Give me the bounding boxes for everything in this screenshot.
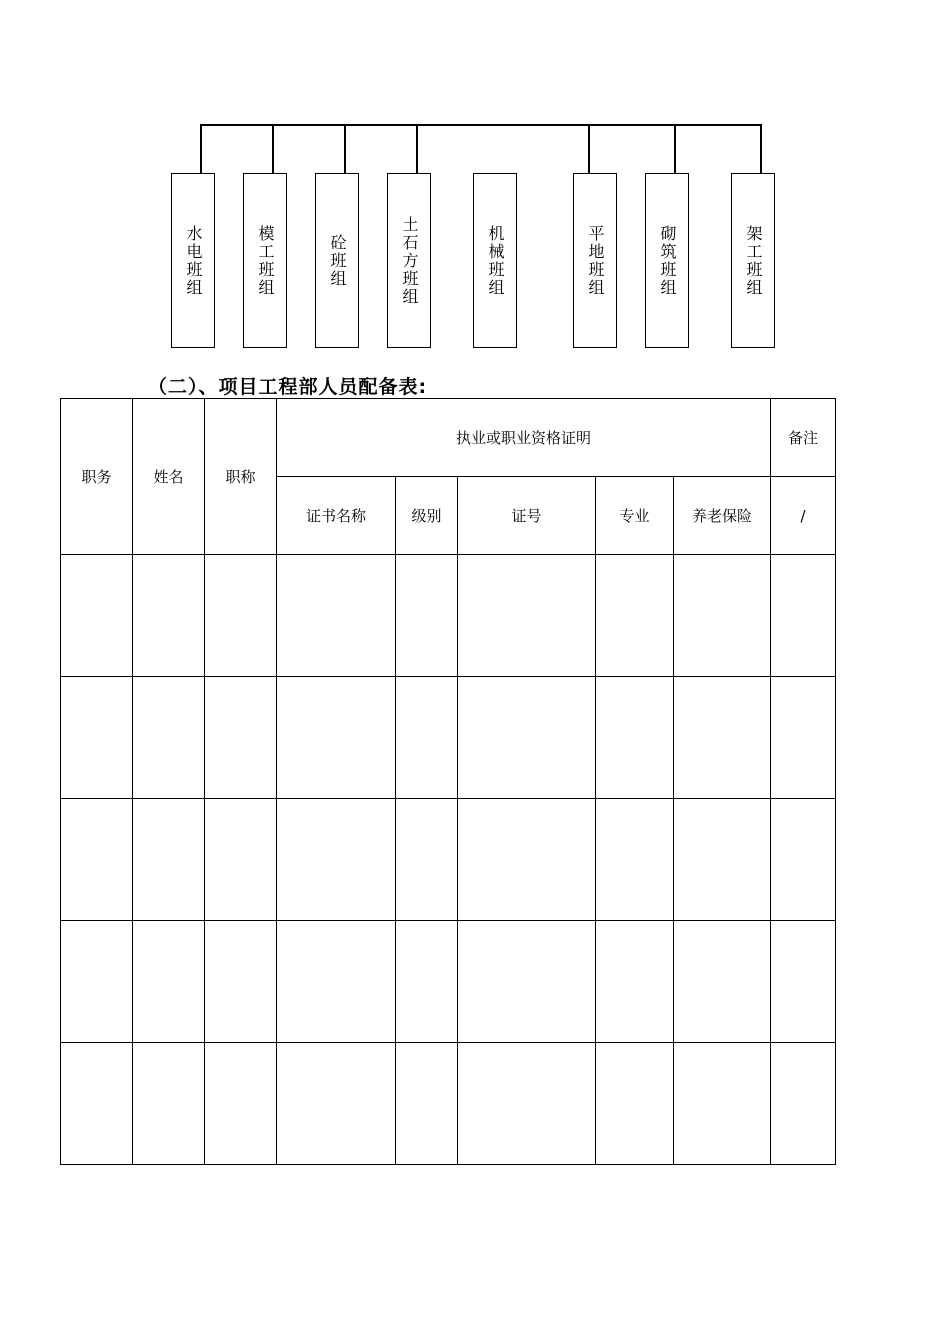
table-cell xyxy=(205,1043,277,1165)
table-cell xyxy=(596,677,674,799)
header-cert-no: 证号 xyxy=(458,477,596,555)
org-connector-2 xyxy=(272,124,274,173)
org-connector-1 xyxy=(200,124,202,173)
section-title: （二）、项目工程部人员配备表: xyxy=(148,376,428,398)
table-cell xyxy=(596,1043,674,1165)
team-label: 砼班组 xyxy=(328,233,347,288)
table-cell xyxy=(674,1043,771,1165)
table-cell xyxy=(61,799,133,921)
table-cell xyxy=(205,799,277,921)
team-box-water-electric xyxy=(171,173,215,348)
table-cell xyxy=(61,677,133,799)
table-cell xyxy=(674,799,771,921)
table-cell xyxy=(396,677,458,799)
table-cell xyxy=(674,677,771,799)
table-cell xyxy=(771,677,836,799)
table-cell xyxy=(277,677,396,799)
table-row xyxy=(61,555,836,677)
team-box-scaffold xyxy=(731,173,775,348)
table-cell xyxy=(458,921,596,1043)
header-row-1 xyxy=(61,399,836,477)
table-cell xyxy=(458,1043,596,1165)
table-cell xyxy=(771,1043,836,1165)
header-level: 级别 xyxy=(396,477,458,555)
team-label: 机械班组 xyxy=(486,224,505,297)
table-row xyxy=(61,1043,836,1165)
team-box-formwork xyxy=(243,173,287,348)
team-label: 砌筑班组 xyxy=(658,224,677,297)
table-cell xyxy=(133,1043,205,1165)
team-label: 土石方班组 xyxy=(400,215,419,306)
table-row xyxy=(61,799,836,921)
table-cell xyxy=(396,921,458,1043)
table-cell xyxy=(133,555,205,677)
team-label: 架工班组 xyxy=(744,224,763,297)
table-cell xyxy=(674,921,771,1043)
table-row xyxy=(61,921,836,1043)
header-cert-group: 执业或职业资格证明 xyxy=(277,399,771,477)
table-cell xyxy=(771,799,836,921)
header-name: 姓名 xyxy=(133,399,205,555)
table-cell xyxy=(458,555,596,677)
org-connector-4 xyxy=(416,124,418,173)
table-cell xyxy=(61,1043,133,1165)
table-cell xyxy=(277,555,396,677)
org-connector-6 xyxy=(588,124,590,173)
table-row xyxy=(61,677,836,799)
header-remarks-sub: / xyxy=(771,477,836,555)
table-cell xyxy=(596,921,674,1043)
table-cell xyxy=(674,555,771,677)
team-box-masonry xyxy=(645,173,689,348)
table-cell xyxy=(771,921,836,1043)
table-cell xyxy=(458,677,596,799)
table-cell xyxy=(396,799,458,921)
team-box-machinery xyxy=(473,173,517,348)
table-cell xyxy=(205,921,277,1043)
header-remarks: 备注 xyxy=(771,399,836,477)
table-cell xyxy=(205,677,277,799)
staff-table xyxy=(60,398,836,1165)
table-cell xyxy=(596,555,674,677)
team-box-earthwork xyxy=(387,173,431,348)
header-major: 专业 xyxy=(596,477,674,555)
org-connector-7 xyxy=(674,124,676,173)
team-box-concrete xyxy=(315,173,359,348)
team-box-leveling xyxy=(573,173,617,348)
table-cell xyxy=(133,677,205,799)
org-connector-8 xyxy=(760,124,762,173)
team-label: 水电班组 xyxy=(184,224,203,297)
table-cell xyxy=(61,921,133,1043)
table-cell xyxy=(396,1043,458,1165)
table-cell xyxy=(396,555,458,677)
table-cell xyxy=(133,799,205,921)
table-cell xyxy=(277,1043,396,1165)
team-label: 平地班组 xyxy=(586,224,605,297)
table-cell xyxy=(277,799,396,921)
table-cell xyxy=(458,799,596,921)
table-cell xyxy=(61,555,133,677)
header-cert-name: 证书名称 xyxy=(277,477,396,555)
header-position: 职务 xyxy=(61,399,133,555)
table-cell xyxy=(133,921,205,1043)
table-cell xyxy=(205,555,277,677)
header-title: 职称 xyxy=(205,399,277,555)
team-label: 模工班组 xyxy=(256,224,275,297)
org-connector-3 xyxy=(344,124,346,173)
header-pension: 养老保险 xyxy=(674,477,771,555)
table-cell xyxy=(277,921,396,1043)
org-connector-horizontal xyxy=(200,124,762,126)
table-cell xyxy=(596,799,674,921)
table-cell xyxy=(771,555,836,677)
